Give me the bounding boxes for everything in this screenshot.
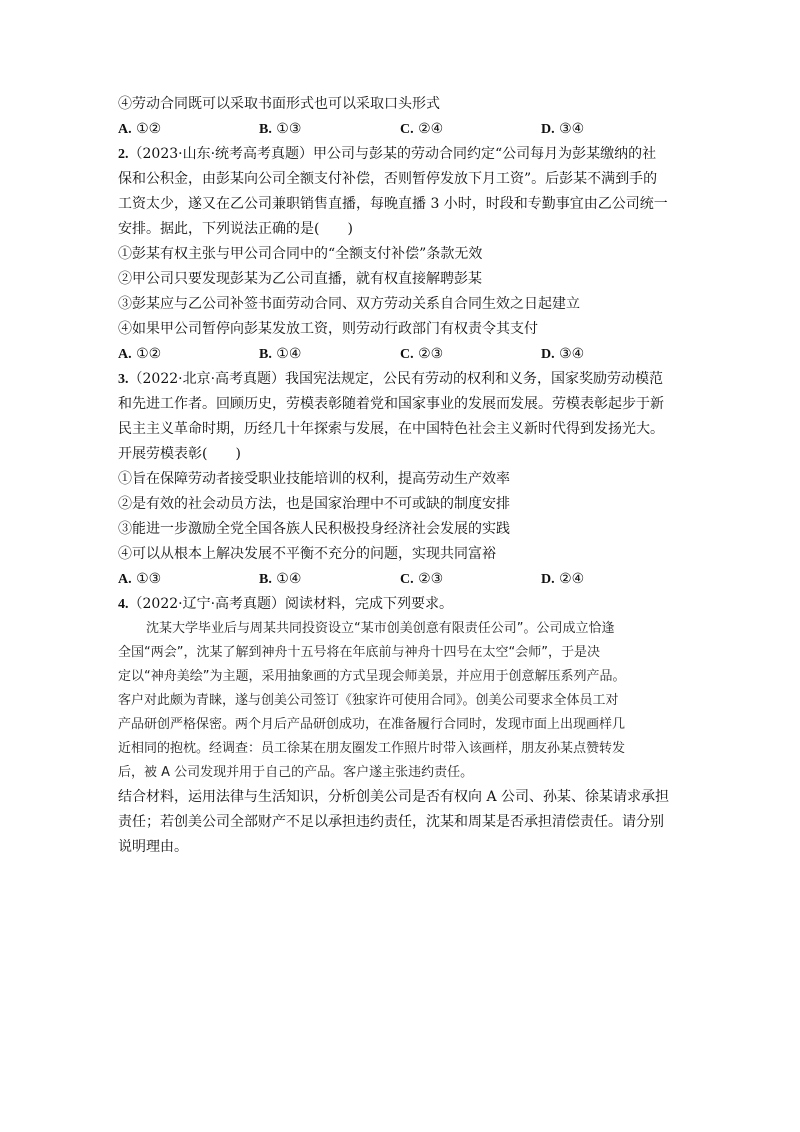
q2-stem-line-4: 安排。据此，下列说法正确的是( ) [118, 221, 353, 237]
q3-item-1: ①旨在保障劳动者接受职业技能培训的权利，提高劳动生产效率 [118, 471, 510, 487]
q2-option-b[interactable]: B. ①④ [259, 346, 302, 362]
q2-option-d[interactable]: D. ③④ [541, 346, 585, 362]
q2-stem-line-2: 保和公积金，由彭某向公司全额支付补偿，否则暂停发放下月工资”。后彭某不满到手的 [118, 171, 658, 187]
q3-stem-line-1: 3.（2022·北京·高考真题）我国宪法规定，公民有劳动的权利和义务，国家奖励劳动模范 [118, 371, 664, 387]
q4-material-line-7: 后，被 A 公司发现并用于自己的产品。客户遂主张违约责任。 [118, 765, 474, 780]
q1-option-c[interactable]: C. ②④ [400, 121, 444, 137]
q4-material-line-1: 沈某大学毕业后与周某共同投资设立“某市创美创意有限责任公司”。公司成立恰逢 [146, 621, 615, 636]
q2-item-2: ②甲公司只要发现彭某为乙公司直播，就有权直接解聘彭某 [118, 271, 482, 287]
q4-ask-line-1: 结合材料，运用法律与生活知识，分析创美公司是否有权向 A 公司、孙某、徐某请求承担 [118, 789, 670, 805]
q1-options [118, 117, 683, 142]
q4-ask-line-3: 说明理由。 [118, 839, 188, 855]
q3-stem-line-4: 开展劳模表彰( ) [118, 446, 241, 462]
q3-item-3: ③能进一步激励全党全国各族人民积极投身经济社会发展的实践 [118, 521, 510, 537]
q4-material-line-6: 近相同的抱枕。经调查：员工徐某在朋友圈发工作照片时带入该画样，朋友孙某点赞转发 [118, 741, 626, 756]
exam-page [118, 92, 683, 860]
q4-material-line-2: 全国“两会”，沈某了解到神舟十五号将在年底前与神舟十四号在太空“会师”，于是决 [118, 645, 600, 660]
q1-option-b[interactable]: B. ①③ [259, 121, 302, 137]
q3-number: 3. [118, 372, 129, 387]
q2-number: 2. [118, 147, 129, 162]
q2-option-a[interactable]: A. ①② [118, 346, 162, 362]
q3-option-b[interactable]: B. ①④ [259, 571, 302, 587]
q4-material-line-5: 产品研创严格保密。两个月后产品研创成功，在准备履行合同时，发现市面上出现画样几 [118, 717, 626, 732]
q3-option-d[interactable]: D. ②④ [541, 571, 585, 587]
q3-item-2: ②是有效的社会动员方法，也是国家治理中不可或缺的制度安排 [118, 496, 510, 512]
q2-option-c[interactable]: C. ②③ [400, 346, 444, 362]
q2-options [118, 342, 683, 367]
q2-stem-line-3: 工资太少，遂又在乙公司兼职销售直播，每晚直播 3 小时，时段和专勤事宜由乙公司统一 [118, 196, 668, 212]
q4-number: 4. [118, 597, 129, 612]
q3-item-4: ④可以从根本上解决发展不平衡不充分的问题，实现共同富裕 [118, 546, 496, 562]
q3-option-c[interactable]: C. ②③ [400, 571, 444, 587]
q2-item-3: ③彭某应与乙公司补签书面劳动合同、双方劳动关系自合同生效之日起建立 [118, 296, 580, 312]
q3-stem-line-3: 民主主义革命时期，历经几十年探索与发展，在中国特色社会主义新时代得到发扬光大。 [118, 421, 664, 437]
q2-stem-line-1: 2.（2023·山东·统考高考真题）甲公司与彭某的劳动合同约定“公司每月为彭某缴纳的社 [118, 146, 657, 162]
q3-stem-line-2: 和先进工作者。回顾历史，劳模表彰随着党和国家事业的发展而发展。劳模表彰起步于新 [118, 396, 664, 412]
q1-item-4: ④劳动合同既可以采取书面形式也可以采取口头形式 [118, 96, 440, 112]
q4-ask-line-2: 责任；若创美公司全部财产不足以承担违约责任，沈某和周某是否承担清偿责任。请分别 [118, 814, 664, 830]
q3-option-a[interactable]: A. ①③ [118, 571, 162, 587]
q4-material-line-3: 定以“神舟美绘”为主题，采用抽象画的方式呈现会师美景，并应用于创意解压系列产品。 [118, 669, 626, 684]
q2-item-4: ④如果甲公司暂停向彭某发放工资，则劳动行政部门有权责令其支付 [118, 321, 538, 337]
q4-material-line-4: 客户对此颇为青睐，遂与创美公司签订《独家许可使用合同》。创美公司要求全体员工对 [118, 693, 619, 708]
q4-stem: 4.（2022·辽宁·高考真题）阅读材料，完成下列要求。 [118, 596, 454, 612]
q1-option-a[interactable]: A. ①② [118, 121, 162, 137]
q1-option-d[interactable]: D. ③④ [541, 121, 585, 137]
q2-item-1: ①彭某有权主张与甲公司合同中的“全额支付补偿”条款无效 [118, 246, 483, 262]
q3-options [118, 567, 683, 592]
